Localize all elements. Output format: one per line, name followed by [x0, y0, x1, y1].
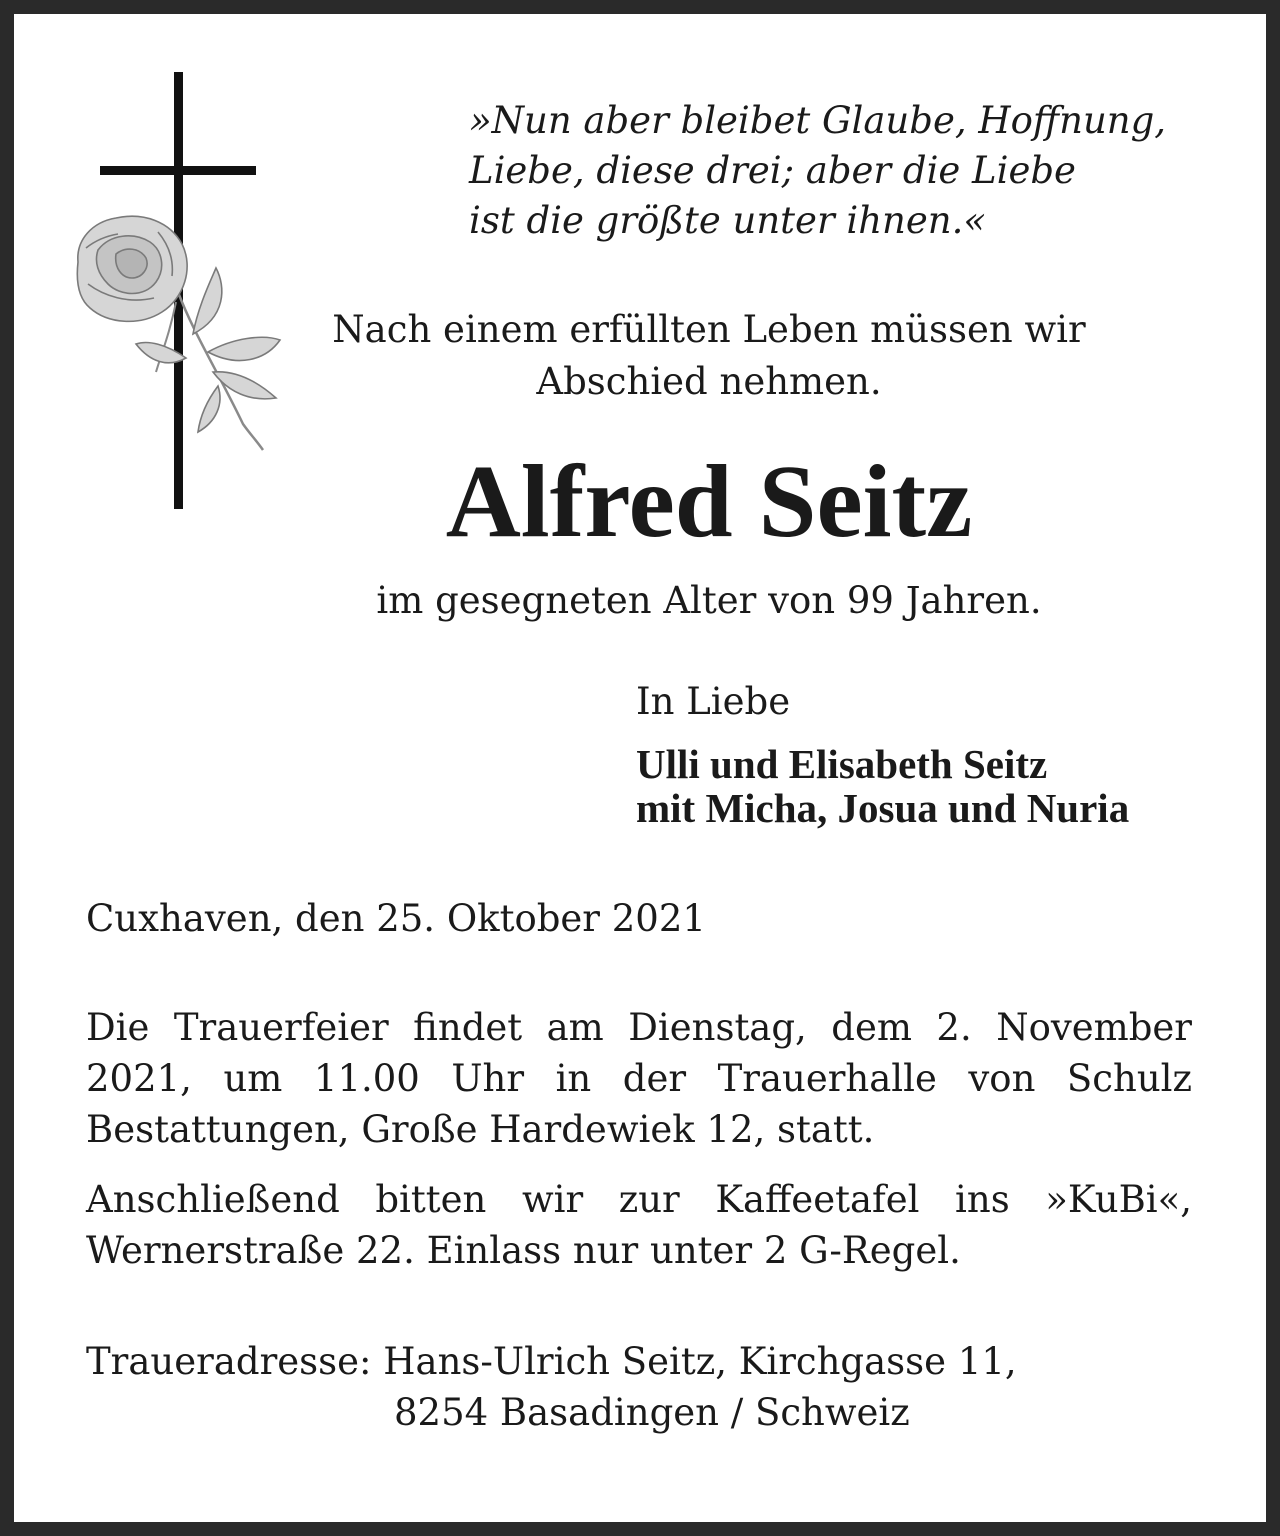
verse-line: ist die größte unter ihnen.«: [469, 199, 987, 242]
place-date: Cuxhaven, den 25. Oktober 2021: [86, 897, 706, 940]
cross-with-rose-icon: [58, 72, 298, 512]
intro-text: [294, 304, 1124, 408]
verse-line: »Nun aber bleibet Glaube, Hoffnung,: [469, 99, 1167, 142]
signer-line: Ulli und Elisabeth Seitz: [636, 741, 1048, 787]
deceased-name: Alfred Seitz: [445, 444, 973, 559]
age-text: im gesegneten Alter von 99 Jahren.: [376, 579, 1042, 622]
address-line: Traueradresse: Hans-Ulrich Seitz, Kirchgasse 11,: [86, 1340, 1017, 1383]
obituary-notice: [14, 14, 1266, 1522]
signers: [636, 742, 1129, 830]
funeral-details: Die Trauerfeier findet am Dienstag, dem 2. November 2021, um 11.00 Uhr in der Trauerhalle von Schulz Bestattungen, Große Hardewiek 12, statt.: [86, 1006, 1192, 1151]
intro-line: Nach einem erfüllten Leben müssen wir: [332, 308, 1086, 351]
reception-details: Anschließend bitten wir zur Kaffeetafel ins »KuBi«, Wernerstraße 22. Einlass nur unter 2 G-Regel.: [86, 1178, 1192, 1272]
signoff: In Liebe: [636, 680, 791, 723]
bible-verse: [469, 96, 1229, 246]
mourning-address: [86, 1336, 1017, 1438]
signer-line: mit Micha, Josua und Nuria: [636, 785, 1130, 831]
address-line: 8254 Basadingen / Schweiz: [394, 1391, 910, 1434]
intro-line: Abschied nehmen.: [536, 360, 882, 403]
verse-line: Liebe, diese drei; aber die Liebe: [469, 149, 1076, 192]
